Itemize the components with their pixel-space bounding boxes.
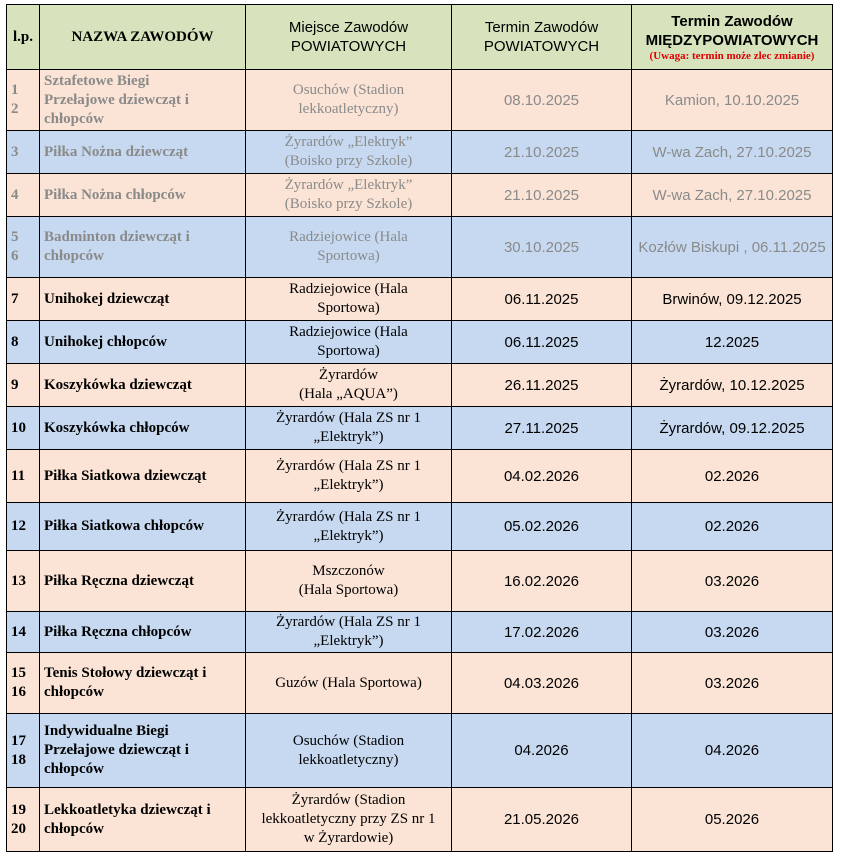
competition-name — [40, 407, 246, 450]
competition-name-line: Lekkoatletyka dziewcząt i — [44, 801, 211, 818]
intercounty-date: 12.2025 — [632, 321, 833, 364]
table-row — [7, 612, 833, 653]
competition-place — [246, 407, 452, 450]
row-number-line: 6 — [11, 248, 19, 264]
competition-name — [40, 321, 246, 364]
competition-name-line: Piłka Siatkowa chłopców — [44, 518, 205, 534]
competition-name — [40, 174, 246, 217]
table-body — [7, 70, 833, 852]
intercounty-date: Brwinów, 09.12.2025 — [632, 278, 833, 321]
intercounty-date: Żyrardów, 09.12.2025 — [632, 407, 833, 450]
competition-name — [40, 364, 246, 407]
competition-name-line: Badminton dziewcząt i — [44, 229, 190, 245]
row-number-line: 8 — [11, 333, 19, 350]
header-lp: l.p. — [7, 5, 40, 70]
row-number — [7, 407, 40, 450]
county-date: 21.10.2025 — [452, 131, 632, 174]
table-row — [7, 407, 833, 450]
competition-place — [246, 364, 452, 407]
competition-name-line: Indywidualne Biegi — [44, 723, 169, 739]
competition-place-line: Żyrardów „Elektryk” — [284, 134, 413, 150]
header-place — [246, 5, 452, 70]
competition-place — [246, 551, 452, 612]
competition-place-line: Radziejowice (Hala — [289, 281, 408, 297]
competition-name-line: Piłka Nożna dziewcząt — [44, 143, 189, 160]
competition-name-line: chłopców — [44, 110, 104, 127]
table-row — [7, 450, 833, 503]
competition-name-line: Piłka Ręczna dziewcząt — [44, 572, 194, 589]
intercounty-date: 03.2026 — [632, 551, 833, 612]
table-row — [7, 503, 833, 551]
table-row — [7, 217, 833, 278]
header-date-line1: Termin Zawodów — [484, 19, 599, 36]
competition-name — [40, 653, 246, 714]
row-number — [7, 217, 40, 278]
table-row — [7, 278, 833, 321]
competition-place-line: lekkoatletyczny) — [298, 101, 399, 117]
competition-place-line: Żyrardów (Hala ZS nr 1 — [276, 410, 421, 426]
row-number-line: 7 — [11, 290, 19, 307]
competition-place-line: (Boisko przy Szkole) — [284, 196, 413, 212]
row-number-line: 2 — [11, 101, 19, 117]
competition-name-line: Sztafetowe Biegi — [44, 72, 150, 89]
competition-name — [40, 217, 246, 278]
competition-name — [40, 131, 246, 174]
competition-name-line: Unihokej chłopców — [44, 333, 167, 350]
header-inter — [632, 5, 833, 70]
county-date: 08.10.2025 — [452, 70, 632, 131]
header-inter-line1: Termin Zawodów — [671, 12, 793, 30]
row-number — [7, 174, 40, 217]
competition-name-line: chłopców — [44, 248, 104, 264]
intercounty-date: 02.2026 — [632, 503, 833, 551]
row-number — [7, 364, 40, 407]
intercounty-date: 03.2026 — [632, 612, 833, 653]
competition-place-line: Osuchów (Stadion — [292, 732, 405, 749]
competition-place-line: Mszczonów — [312, 563, 385, 579]
row-number — [7, 450, 40, 503]
competition-name-line: Koszykówka chłopców — [44, 419, 190, 436]
row-number-line: 18 — [11, 751, 26, 768]
row-number-line: 5 — [11, 229, 19, 245]
competition-place — [246, 714, 452, 788]
table-row — [7, 321, 833, 364]
row-number — [7, 551, 40, 612]
competition-name — [40, 450, 246, 503]
competition-place-line: (Boisko przy Szkole) — [284, 153, 413, 169]
competition-name-line: Przełajowe dziewcząt i — [44, 742, 189, 758]
competition-name-line: Tenis Stołowy dziewcząt i — [44, 665, 207, 681]
county-date: 04.03.2026 — [452, 653, 632, 714]
competition-place-line: Guzów (Hala Sportowa) — [275, 674, 422, 691]
row-number-line: 20 — [11, 820, 26, 837]
row-number-line: 3 — [11, 143, 19, 160]
competition-place-line: Żyrardów (Hala ZS nr 1 — [276, 458, 421, 474]
row-number — [7, 653, 40, 714]
county-date: 26.11.2025 — [452, 364, 632, 407]
competition-name — [40, 551, 246, 612]
row-number — [7, 70, 40, 131]
table-row — [7, 364, 833, 407]
row-number-line: 17 — [11, 732, 26, 749]
competition-name-line: Piłka Siatkowa dziewcząt — [44, 467, 207, 484]
row-number — [7, 131, 40, 174]
competition-place-line: (Hala Sportowa) — [298, 582, 399, 598]
header-inter-note: (Uwaga: termin może zlec zmianie) — [649, 49, 815, 62]
competition-name-line: chłopców — [44, 684, 104, 700]
competition-place — [246, 450, 452, 503]
row-number-line: 9 — [11, 376, 19, 393]
competition-place-line: Sportowa) — [317, 248, 380, 264]
row-number-line: 15 — [11, 665, 26, 681]
county-date: 05.02.2026 — [452, 503, 632, 551]
competition-place-line: „Elektryk”) — [313, 429, 384, 445]
county-date: 06.11.2025 — [452, 278, 632, 321]
row-number — [7, 278, 40, 321]
row-number-line: 16 — [11, 684, 26, 700]
intercounty-date: 03.2026 — [632, 653, 833, 714]
competition-name-line: Piłka Ręczna chłopców — [44, 623, 192, 640]
competition-name — [40, 714, 246, 788]
header-date — [452, 5, 632, 70]
row-number — [7, 503, 40, 551]
competition-place — [246, 321, 452, 364]
intercounty-date: W-wa Zach, 27.10.2025 — [632, 174, 833, 217]
row-number-line: 19 — [11, 801, 26, 818]
county-date: 04.02.2026 — [452, 450, 632, 503]
competition-place-line: Żyrardów (Hala ZS nr 1 — [276, 614, 421, 630]
competition-place — [246, 70, 452, 131]
county-date: 21.05.2026 — [452, 788, 632, 852]
row-number-line: 12 — [11, 518, 26, 534]
competition-place — [246, 131, 452, 174]
table-row — [7, 653, 833, 714]
competition-place-line: „Elektryk”) — [313, 527, 384, 544]
competition-place-line: lekkoatletyczny) — [298, 751, 399, 768]
header-inter-line2: MIĘDZYPOWIATOWYCH — [645, 31, 819, 49]
competition-name-line: chłopców — [44, 761, 104, 777]
competition-place-line: Żyrardów — [318, 367, 379, 383]
intercounty-date: 02.2026 — [632, 450, 833, 503]
competition-name — [40, 70, 246, 131]
header-date-line2: POWIATOWYCH — [483, 38, 600, 55]
competition-place-line: Sportowa) — [317, 300, 380, 316]
competition-schedule-table — [6, 4, 833, 852]
table-row — [7, 131, 833, 174]
county-date: 30.10.2025 — [452, 217, 632, 278]
row-number — [7, 612, 40, 653]
competition-place-line: Żyrardów „Elektryk” — [284, 177, 413, 193]
competition-place-line: Żyrardów (Stadion — [291, 792, 406, 808]
competition-name-line: Przełajowe dziewcząt i — [44, 91, 189, 108]
competition-name-line: chłopców — [44, 820, 104, 837]
competition-place — [246, 503, 452, 551]
competition-place-line: Radziejowice (Hala — [289, 229, 408, 245]
county-date: 21.10.2025 — [452, 174, 632, 217]
competition-name — [40, 612, 246, 653]
competition-place — [246, 278, 452, 321]
table-row — [7, 70, 833, 131]
competition-place-line: Sportowa) — [317, 343, 380, 359]
intercounty-date: Kozłów Biskupi , 06.11.2025 — [632, 217, 833, 278]
row-number-line: 11 — [11, 467, 26, 484]
competition-place-line: (Hala „AQUA”) — [299, 386, 398, 402]
county-date: 04.2026 — [452, 714, 632, 788]
header-place-line2: POWIATOWYCH — [290, 38, 407, 55]
intercounty-date: Kamion, 10.10.2025 — [632, 70, 833, 131]
competition-name-line: Piłka Nożna chłopców — [44, 186, 186, 203]
table-row — [7, 788, 833, 852]
row-number-line: 10 — [11, 419, 26, 436]
competition-name-line: Koszykówka dziewcząt — [44, 376, 192, 393]
competition-name-line: Unihokej dziewcząt — [44, 290, 170, 307]
competition-place-line: w Żyrardowie) — [303, 830, 394, 846]
competition-place-line: „Elektryk”) — [313, 477, 384, 493]
row-number-line: 13 — [11, 572, 26, 589]
intercounty-date: Żyrardów, 10.12.2025 — [632, 364, 833, 407]
table-row — [7, 714, 833, 788]
row-number — [7, 788, 40, 852]
county-date: 16.02.2026 — [452, 551, 632, 612]
competition-name — [40, 788, 246, 852]
competition-place — [246, 653, 452, 714]
competition-place — [246, 612, 452, 653]
table-row — [7, 551, 833, 612]
competition-place — [246, 788, 452, 852]
competition-place-line: Osuchów (Stadion — [292, 82, 405, 98]
competition-name — [40, 278, 246, 321]
competition-place-line: Radziejowice (Hala — [289, 324, 408, 340]
competition-name — [40, 503, 246, 551]
intercounty-date: W-wa Zach, 27.10.2025 — [632, 131, 833, 174]
table-row — [7, 174, 833, 217]
competition-place-line: lekkoatletyczny przy ZS nr 1 — [261, 811, 436, 827]
competition-place — [246, 217, 452, 278]
row-number-line: 1 — [11, 82, 19, 98]
county-date: 27.11.2025 — [452, 407, 632, 450]
header-row — [7, 5, 833, 70]
row-number — [7, 321, 40, 364]
intercounty-date: 05.2026 — [632, 788, 833, 852]
row-number-line: 14 — [11, 623, 26, 640]
row-number-line: 4 — [11, 186, 19, 203]
competition-place — [246, 174, 452, 217]
row-number — [7, 714, 40, 788]
county-date: 17.02.2026 — [452, 612, 632, 653]
competition-place-line: „Elektryk”) — [313, 633, 384, 649]
intercounty-date: 04.2026 — [632, 714, 833, 788]
header-name: NAZWA ZAWODÓW — [40, 5, 246, 70]
competition-place-line: Żyrardów (Hala ZS nr 1 — [276, 508, 421, 525]
county-date: 06.11.2025 — [452, 321, 632, 364]
header-place-line1: Miejsce Zawodów — [288, 19, 409, 36]
